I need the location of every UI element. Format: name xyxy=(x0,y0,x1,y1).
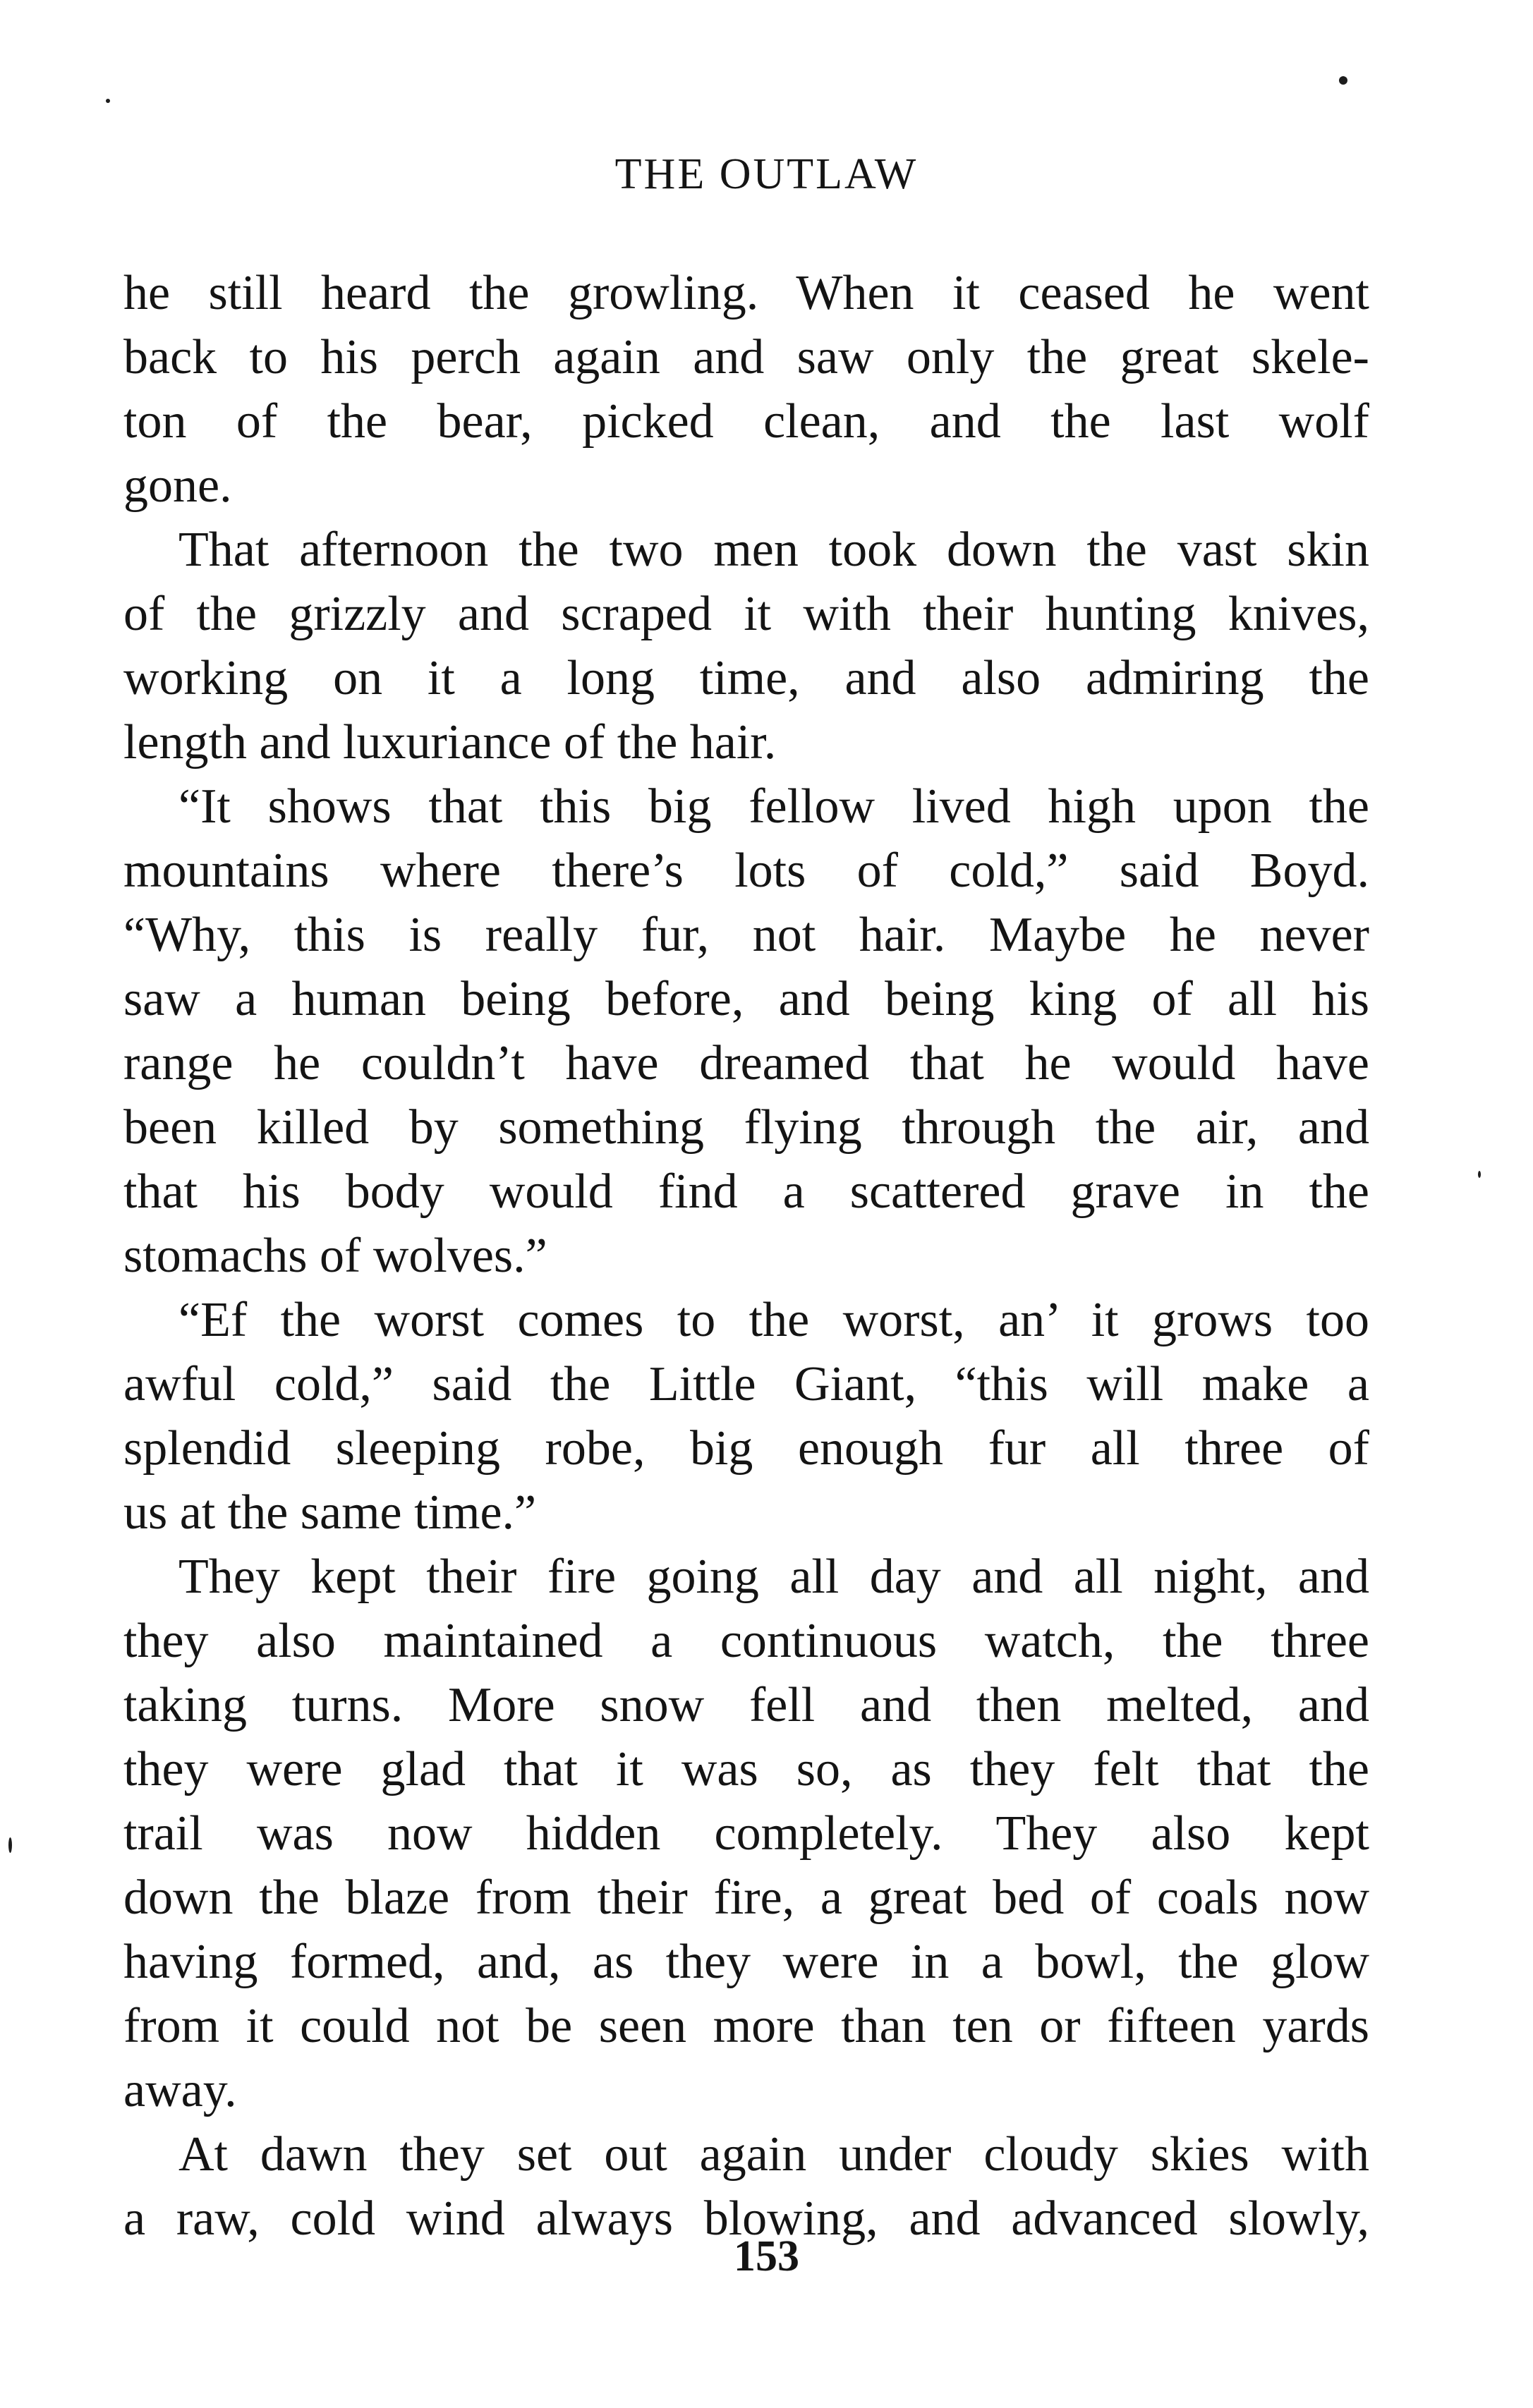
scan-speck xyxy=(1339,76,1347,85)
text-line: taking turns. More snow fell and then melted, and xyxy=(123,1678,1369,1732)
text-line: “Ef the worst comes to the worst, an’ it grows too xyxy=(178,1293,1369,1347)
text-line: a raw, cold wind always blowing, and advanced slowly, xyxy=(123,2191,1369,2246)
text-line: “It shows that this big fellow lived high upon the xyxy=(178,779,1369,834)
running-head: THE OUTLAW xyxy=(614,150,919,198)
text-line: from it could not be seen more than ten or fifteen yards xyxy=(123,1999,1369,2053)
text-line: ton of the bear, picked clean, and the last wolf xyxy=(123,394,1369,449)
text-line: they were glad that it was so, as they felt that the xyxy=(123,1742,1369,1796)
text-line: down the blaze from their fire, a great bed of coals now xyxy=(123,1871,1369,1925)
text-line: he still heard the growling. When it ceased he went xyxy=(123,266,1369,320)
text-line: awful cold,” said the Little Giant, “this will make a xyxy=(123,1357,1369,1411)
text-line: gone. xyxy=(123,458,232,513)
text-line: been killed by something flying through the air, and xyxy=(123,1100,1369,1155)
scan-speck xyxy=(106,99,110,103)
text-line: having formed, and, as they were in a bowl, the glow xyxy=(123,1935,1369,1989)
page-number: 153 xyxy=(734,2232,799,2280)
text-line: That afternoon the two men took down the vast skin xyxy=(178,523,1369,577)
text-line: that his body would find a scattered grave in the xyxy=(123,1165,1369,1219)
scan-speck xyxy=(8,1837,12,1853)
text-line: “Why, this is really fur, not hair. Maybe he never xyxy=(123,908,1369,962)
text-line: us at the same time.” xyxy=(123,1485,537,1540)
text-line: They kept their fire going all day and all night, and xyxy=(178,1550,1369,1604)
text-line: splendid sleeping robe, big enough fur all three of xyxy=(123,1421,1369,1476)
text-line: saw a human being before, and being king of all his xyxy=(123,972,1369,1026)
text-line: working on it a long time, and also admiring the xyxy=(123,651,1369,705)
text-line: of the grizzly and scraped it with their hunting knives, xyxy=(123,587,1369,641)
text-line: mountains where there’s lots of cold,” said Boyd. xyxy=(123,844,1369,898)
text-line: length and luxuriance of the hair. xyxy=(123,715,777,770)
scan-speck xyxy=(1478,1171,1481,1178)
text-line: stomachs of wolves.” xyxy=(123,1229,547,1283)
text-line: back to his perch again and saw only the great skele- xyxy=(123,330,1369,384)
text-line: At dawn they set out again under cloudy skies with xyxy=(178,2127,1369,2182)
text-line: they also maintained a continuous watch, the three xyxy=(123,1614,1369,1668)
text-line: trail was now hidden completely. They also kept xyxy=(123,1806,1369,1861)
text-line: away. xyxy=(123,2063,237,2117)
text-line: range he couldn’t have dreamed that he would have xyxy=(123,1036,1369,1090)
